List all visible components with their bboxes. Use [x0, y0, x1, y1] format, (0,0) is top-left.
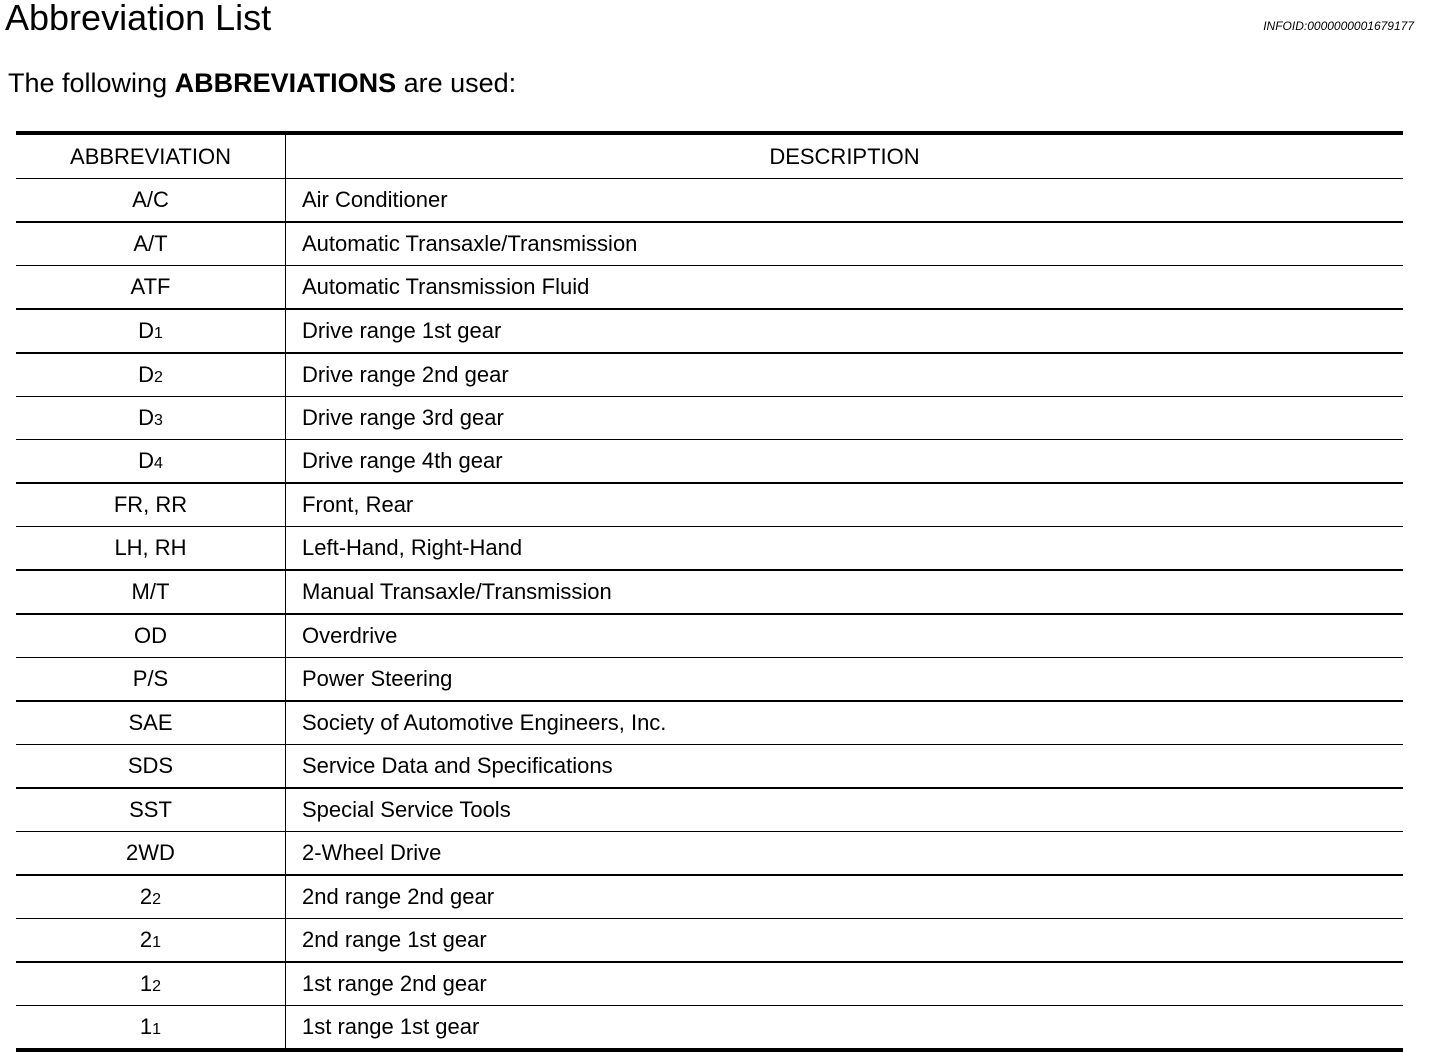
abbreviation-cell [16, 179, 286, 223]
abbreviation-text: OD [134, 623, 167, 648]
table-row [16, 397, 1403, 440]
abbreviation-subscript: 2 [153, 369, 163, 386]
intro-after: are used: [396, 68, 517, 98]
header-description: DESCRIPTION [286, 133, 1404, 179]
intro-bold: ABBREVIATIONS [174, 68, 397, 98]
description-cell: Society of Automotive Engineers, Inc. [286, 701, 1404, 745]
description-cell: 2nd range 1st gear [286, 919, 1404, 963]
abbreviation-subscript: 2 [152, 891, 162, 908]
description-cell: Power Steering [286, 658, 1404, 702]
table-row [16, 179, 1403, 223]
description-cell: Drive range 4th gear [286, 440, 1404, 484]
table-row [16, 745, 1403, 789]
table-row [16, 875, 1403, 919]
abbreviation-cell [16, 788, 286, 832]
abbreviation-cell [16, 222, 286, 266]
abbreviation-text: FR, RR [113, 492, 188, 517]
abbreviation-subscript: 1 [153, 325, 163, 342]
abbreviation-cell [16, 1006, 286, 1051]
description-cell: Left-Hand, Right-Hand [286, 527, 1404, 571]
abbreviation-cell [16, 614, 286, 658]
abbreviation-cell [16, 919, 286, 963]
abbreviation-text: LH, RH [114, 535, 187, 560]
table-row [16, 658, 1403, 702]
abbreviation-text: SAE [128, 710, 173, 735]
table-row [16, 483, 1403, 527]
abbreviation-text: D [138, 448, 154, 473]
abbreviation-cell [16, 745, 286, 789]
table-row [16, 1006, 1403, 1051]
abbreviation-subscript: 3 [153, 412, 163, 429]
abbreviation-cell [16, 483, 286, 527]
abbreviation-text: SST [129, 797, 172, 822]
abbreviation-text: 2 [139, 884, 153, 909]
abbreviation-text: 2WD [126, 840, 175, 865]
description-cell: Service Data and Specifications [286, 745, 1404, 789]
abbreviation-text: D [138, 318, 154, 343]
description-cell: 1st range 2nd gear [286, 962, 1404, 1006]
abbreviation-text: 1 [139, 971, 153, 996]
table-header-row [16, 133, 1403, 179]
abbreviation-text: D [138, 362, 154, 387]
abbreviation-table [16, 131, 1403, 1052]
abbreviation-text: ATF [130, 274, 171, 299]
abbreviation-cell [16, 658, 286, 702]
abbreviation-text: M/T [131, 579, 170, 604]
description-cell: Front, Rear [286, 483, 1404, 527]
abbreviation-cell [16, 527, 286, 571]
abbreviation-text: A/C [132, 187, 169, 212]
table-row [16, 222, 1403, 266]
abbreviation-cell [16, 832, 286, 876]
table-row [16, 788, 1403, 832]
table-row [16, 962, 1403, 1006]
abbreviation-cell [16, 875, 286, 919]
abbreviation-cell [16, 440, 286, 484]
description-cell: 2-Wheel Drive [286, 832, 1404, 876]
abbreviation-text: 2 [139, 927, 153, 952]
abbreviation-subscript: 1 [152, 1021, 162, 1038]
description-cell: Drive range 3rd gear [286, 397, 1404, 440]
table-row [16, 309, 1403, 353]
description-cell: Air Conditioner [286, 179, 1404, 223]
description-cell: 1st range 1st gear [302, 1014, 480, 1039]
abbreviation-cell [16, 397, 286, 440]
abbreviation-subscript: 2 [152, 978, 162, 995]
description-cell: Special Service Tools [286, 788, 1404, 832]
description-cell: Drive range 1st gear [286, 309, 1404, 353]
abbreviation-text: P/S [132, 666, 169, 691]
abbreviation-text: A/T [133, 231, 168, 256]
abbreviation-subscript: 4 [153, 455, 163, 472]
description-cell: 2nd range 2nd gear [286, 875, 1404, 919]
table-row [16, 919, 1403, 963]
table-row [16, 701, 1403, 745]
header-abbreviation: ABBREVIATION [16, 133, 286, 179]
intro-text [8, 66, 516, 100]
abbreviation-cell [16, 570, 286, 614]
table-row [16, 614, 1403, 658]
table-row [16, 440, 1403, 484]
abbreviation-cell [16, 701, 286, 745]
description-cell: Manual Transaxle/Transmission [286, 570, 1404, 614]
page-title: Abbreviation List [5, 0, 272, 38]
abbreviation-cell [16, 266, 286, 310]
info-id: INFOID:0000000001679177 [1263, 19, 1414, 33]
abbreviation-subscript: 1 [152, 934, 162, 951]
abbreviation-cell [16, 962, 286, 1006]
description-cell: Automatic Transaxle/Transmission [286, 222, 1404, 266]
description-cell: Overdrive [286, 614, 1404, 658]
table-row [16, 570, 1403, 614]
table-row [16, 832, 1403, 876]
description-cell: Automatic Transmission Fluid [286, 266, 1404, 310]
table-row [16, 353, 1403, 397]
abbreviation-text: D [138, 405, 154, 430]
intro-before: The following [8, 68, 175, 98]
description-cell: Drive range 2nd gear [286, 353, 1404, 397]
table-row [16, 266, 1403, 310]
abbreviation-text: 1 [139, 1014, 153, 1039]
table-row [16, 527, 1403, 571]
abbreviation-cell [16, 353, 286, 397]
abbreviation-text: SDS [127, 753, 174, 778]
abbreviation-cell [16, 309, 286, 353]
